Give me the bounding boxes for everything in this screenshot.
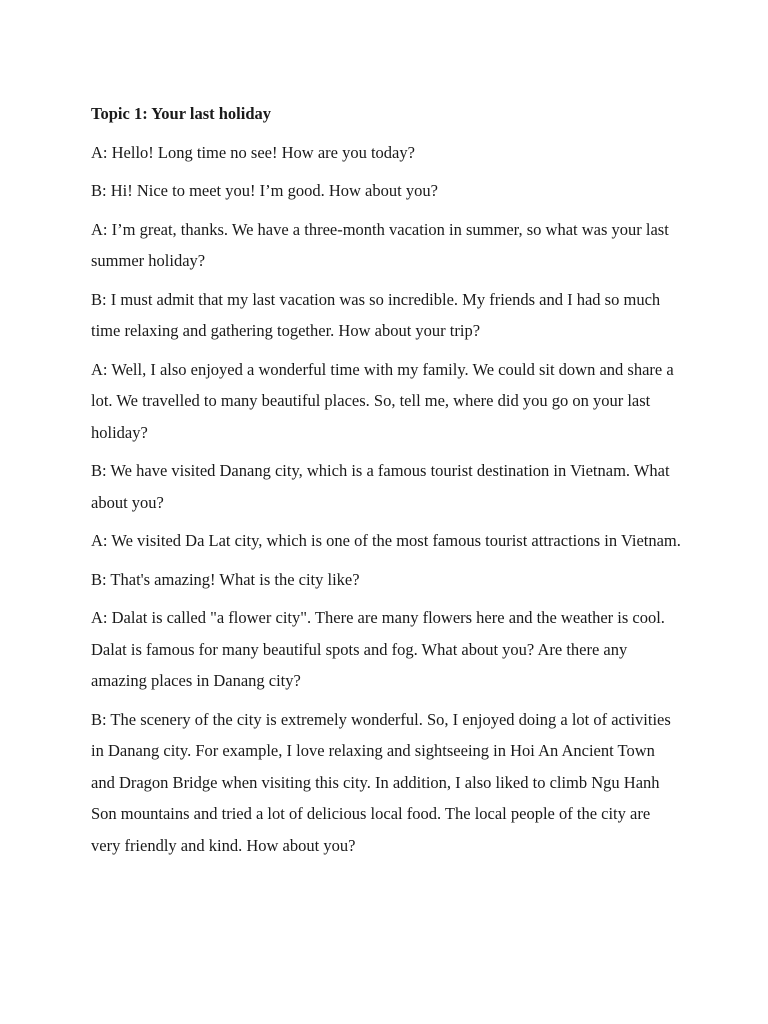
dialogue-paragraph: B: The scenery of the city is extremely wonderful. So, I enjoyed doing a lot of activities in Danang city. For example, I love relaxing and sightseeing in Hoi An Ancient Town and Dragon Bridge when visiting this city. In addition, I also liked to climb Ngu Hanh Son mountains and tried a lot of delicious local food. The local people of the city are very friendly and kind. How about you? xyxy=(91,709,671,855)
dialogue-paragraph: B: We have visited Danang city, which is a famous tourist destination in Vietnam. What about you? xyxy=(91,461,670,512)
dialogue-paragraph: B: I must admit that my last vacation was so incredible. My friends and I had so much time relaxing and gathering together. How about your trip? xyxy=(91,289,661,340)
dialogue-paragraph: A: Well, I also enjoyed a wonderful time with my family. We could sit down and share a lot. We travelled to many beautiful places. So, tell me, where did you go on your last holiday? xyxy=(91,359,674,442)
dialogue-paragraph: A: I’m great, thanks. We have a three-month vacation in summer, so what was your last summer holiday? xyxy=(91,219,669,270)
dialogue-paragraph: A: Dalat is called "a flower city". There are many flowers here and the weather is cool. Dalat is famous for many beautiful spots and fog. What about you? Are there any amazing places in Danang city? xyxy=(91,608,665,690)
document-body xyxy=(91,98,681,868)
dialogue-paragraph: B: Hi! Nice to meet you! I’m good. How about you? xyxy=(91,181,438,200)
dialogue-paragraph: A: Hello! Long time no see! How are you today? xyxy=(91,142,415,162)
dialogue-paragraph: A: We visited Da Lat city, which is one of the most famous tourist attractions in Vietnam. xyxy=(91,531,681,550)
document-title: Topic 1: Your last holiday xyxy=(91,104,272,123)
dialogue-paragraph: B: That's amazing! What is the city like? xyxy=(91,569,360,589)
